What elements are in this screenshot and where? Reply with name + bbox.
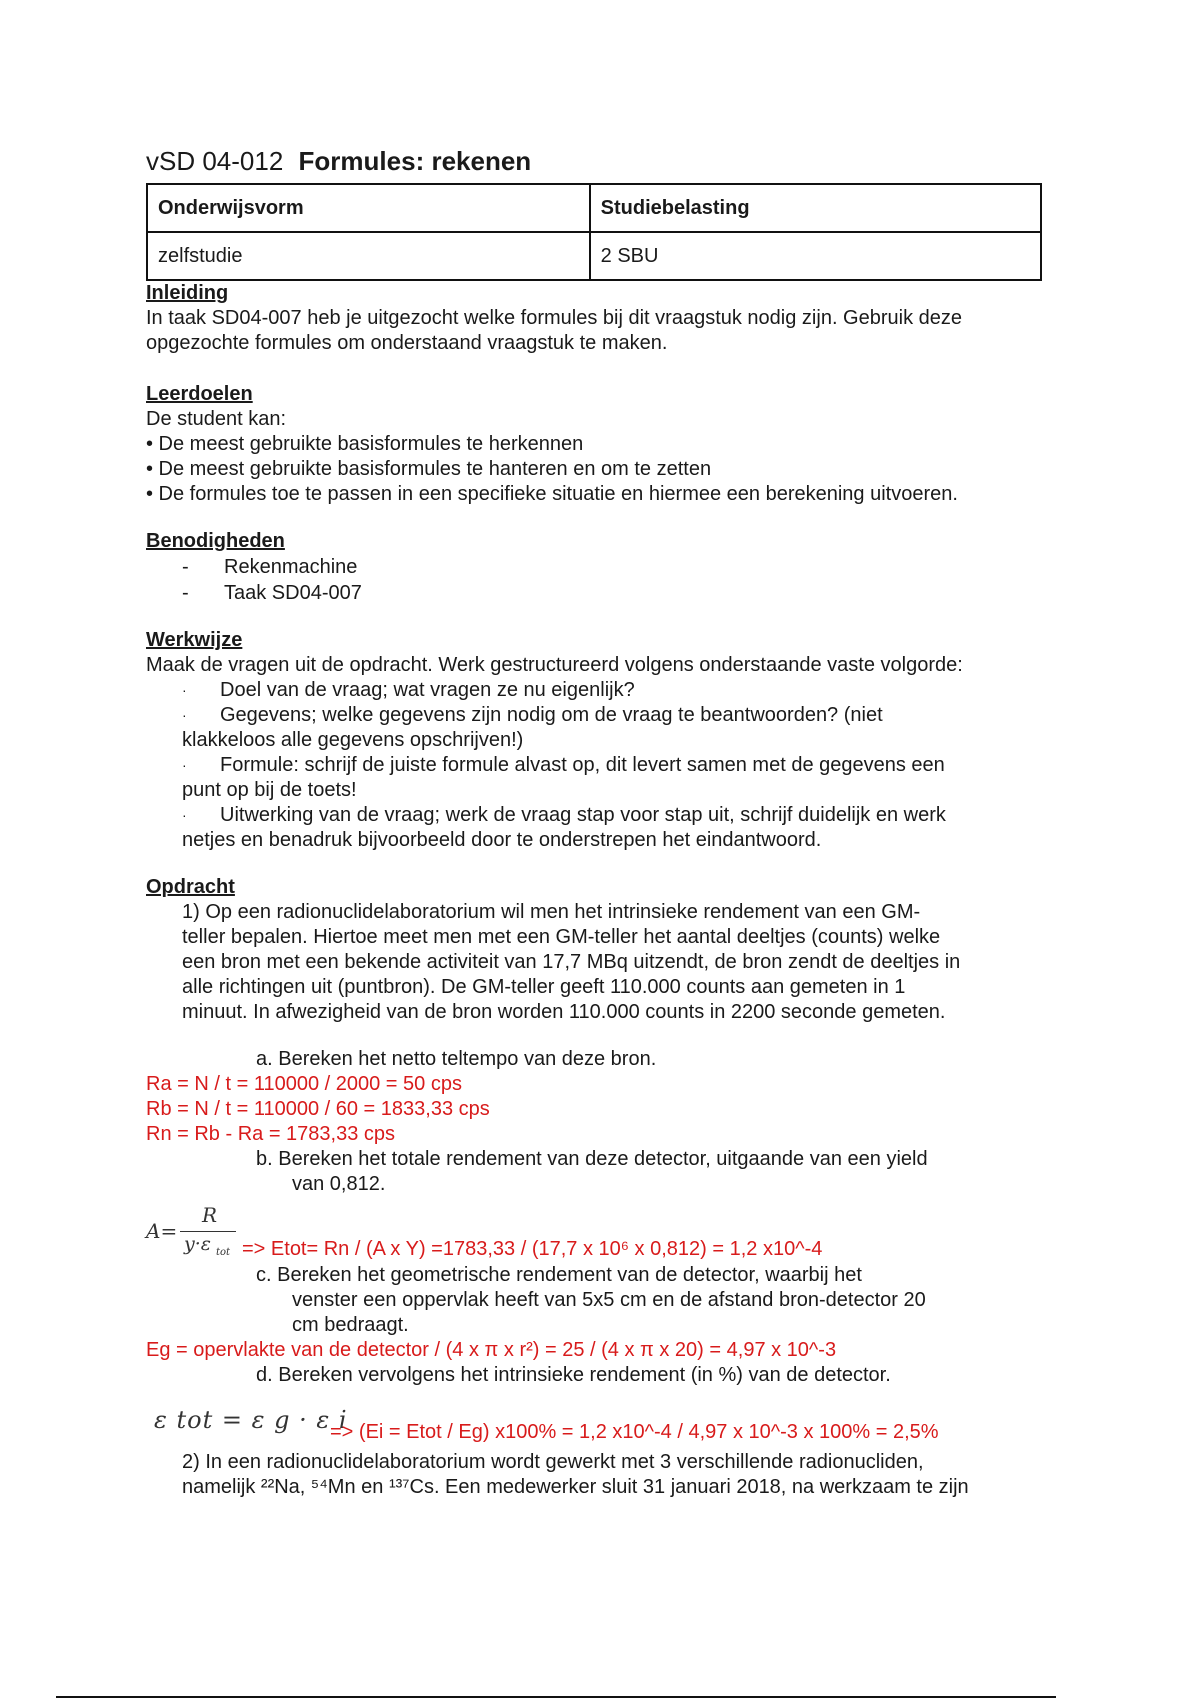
answer-1b — [146, 1203, 1056, 1263]
list-item: · Formule: schrijf de juiste formule alvast op, dit levert samen met de gegevens een punt op bij de toets! — [182, 754, 945, 801]
document-page — [146, 146, 1056, 1500]
formula-lhs: A= — [146, 1219, 178, 1243]
list-item: - Taak SD04-007 — [182, 582, 362, 604]
question-2: 2) In een radionuclidelaboratorium wordt gewerkt met 3 verschillende radionucliden, namelijk ²²Na, ⁵⁴Mn en ¹³⁷Cs. Een medewerker sluit 31 januari 2018, na werkzaam te zijn — [182, 1451, 969, 1498]
answer-1d-text: => (Ei = Etot / Eg) x100% = 1,2 x10^-4 / 4,97 x 10^-3 x 100% = 2,5% — [330, 1421, 939, 1443]
info-table — [146, 183, 1042, 281]
title-name: Formules: rekenen — [298, 146, 532, 176]
werkwijze-heading: Werkwijze — [146, 629, 243, 651]
leerdoelen-heading: Leerdoelen — [146, 383, 253, 405]
list-item: - Rekenmachine — [182, 556, 358, 578]
formula-denominator: y·ε — [184, 1233, 211, 1255]
fraction-bar — [180, 1231, 236, 1232]
formula-numerator: R — [202, 1203, 218, 1227]
werkwijze-list — [146, 678, 1056, 853]
table-cell-onderwijsvorm: zelfstudie — [147, 232, 590, 280]
table-header-onderwijsvorm: Onderwijsvorm — [147, 184, 590, 232]
leerdoel-item: • De meest gebruikte basisformules te hanteren en om te zetten — [146, 458, 712, 480]
leerdoelen-intro: De student kan: — [146, 408, 287, 430]
benodigdheden-heading: Benodigheden — [146, 530, 285, 552]
benodigdheden-list — [146, 554, 1056, 606]
leerdoel-item: • De meest gebruikte basisformules te herkennen — [146, 433, 584, 455]
table-cell-studiebelasting: 2 SBU — [590, 232, 1041, 280]
answer-1a-line: Ra = N / t = 110000 / 2000 = 50 cps — [146, 1073, 462, 1095]
page-bottom-rule — [56, 1696, 1056, 1698]
page-title — [146, 146, 1056, 177]
formula-subscript: tot — [216, 1247, 231, 1258]
question-1d: d. Bereken vervolgens het intrinsieke rendement (in %) van de detector. — [256, 1364, 891, 1386]
formula-epsilon: ε tot = ε g · ε i — [154, 1406, 348, 1434]
answer-1d — [146, 1398, 1056, 1450]
list-item: · Uitwerking van de vraag; werk de vraag stap voor stap uit, schrijf duidelijk en werk netjes en benadruk bijvoorbeeld door te onderstrepen het eindantwoord. — [182, 804, 946, 851]
question-1b: b. Bereken het totale rendement van deze detector, uitgaande van een yield van 0,812. — [256, 1148, 928, 1195]
leerdoel-item: • De formules toe te passen in een specifieke situatie en hiermee een berekening uitvoeren. — [146, 483, 958, 505]
opdracht-heading: Opdracht — [146, 876, 235, 898]
werkwijze-intro: Maak de vragen uit de opdracht. Werk gestructureerd volgens onderstaande vaste volgorde: — [146, 654, 963, 676]
inleiding-text: In taak SD04-007 heb je uitgezocht welke formules bij dit vraagstuk nodig zijn. Gebruik deze opgezochte formules om onderstaand vraagstuk te maken. — [146, 307, 963, 354]
answer-1c: Eg = opervlakte van de detector / (4 x π x r²) = 25 / (4 x π x 20) = 4,97 x 10^-3 — [146, 1339, 837, 1361]
answer-1a-line: Rb = N / t = 110000 / 60 = 1833,33 cps — [146, 1098, 490, 1120]
answer-1b-text: => Etot= Rn / (A x Y) =1783,33 / (17,7 x 10⁶ x 0,812) = 1,2 x10^-4 — [242, 1238, 823, 1260]
question-1: 1) Op een radionuclidelaboratorium wil men het intrinsieke rendement van een GM- teller bepalen. Hiertoe meet men met een GM-teller het aantal deeltjes (counts) welke een bron met een bekende activiteit van 17,7 MBq uitzendt, de bron zendt de deeltjes in alle richtingen uit (puntbron). De GM-teller geeft 110.000 counts aan gemeten in 1 minuut. In afwezigheid van de bron worden 110.000 counts in 2200 seconde gemeten. — [182, 901, 961, 1023]
inleiding-heading: Inleiding — [146, 282, 229, 304]
list-item: · Gegevens; welke gegevens zijn nodig om de vraag te beantwoorden? (niet klakkeloos alle gegevens opschrijven!) — [182, 704, 883, 751]
question-1a: a. Bereken het netto teltempo van deze bron. — [256, 1048, 657, 1070]
list-item: · Doel van de vraag; wat vragen ze nu eigenlijk? — [182, 679, 635, 701]
table-header-studiebelasting: Studiebelasting — [590, 184, 1041, 232]
title-code: vSD 04-012 — [146, 146, 284, 176]
answer-1a-line: Rn = Rb - Ra = 1783,33 cps — [146, 1123, 396, 1145]
question-1c: c. Bereken het geometrische rendement van de detector, waarbij het venster een oppervlak heeft van 5x5 cm en de afstand bron-detector 20 cm bedraagt. — [256, 1264, 926, 1336]
